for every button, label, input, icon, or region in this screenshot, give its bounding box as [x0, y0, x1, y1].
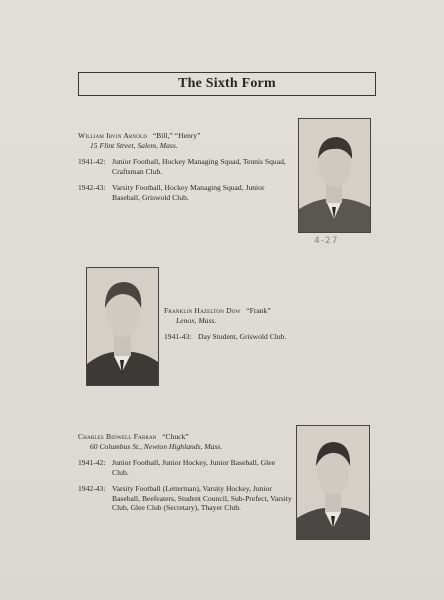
- page-title-text: The Sixth Form: [178, 76, 276, 91]
- student-address: Lenox, Mass.: [176, 315, 217, 325]
- student-address: 60 Columbus St., Newton Highlands, Mass.: [90, 441, 223, 451]
- activity-row: [78, 484, 292, 513]
- student-address: 15 Flint Street, Salem, Mass.: [90, 140, 178, 150]
- student-entry-farrar: [78, 432, 292, 513]
- activity-text: Varsity Football (Letterman), Varsity Hockey, Junior Baseball, Beefeaters, Student Council, Sub-Prefect, Varsity Club, Glee Club (Secretary), Thayer Club.: [112, 484, 292, 512]
- student-nicknames: “Frank”: [246, 306, 271, 315]
- activity-year: 1942-43:: [78, 484, 106, 493]
- activity-text: Varsity Football, Hockey Managing Squad, Junior Baseball, Griswold Club.: [112, 183, 265, 202]
- page-title: [78, 72, 376, 96]
- student-entry-arnold: [78, 131, 292, 202]
- activity-row: [78, 157, 292, 176]
- activity-row: [78, 183, 292, 202]
- activity-row: [164, 332, 374, 342]
- student-photo-arnold: [298, 118, 371, 233]
- student-name: Franklin Hazelton Dow: [164, 306, 241, 315]
- student-name: Charles Bidwell Farrar: [78, 432, 157, 441]
- activity-row: [78, 458, 292, 477]
- activity-text: Junior Football, Junior Hockey, Junior Baseball, Glee Club.: [112, 458, 275, 477]
- activity-text: Day Student, Griswold Club.: [198, 332, 287, 341]
- activity-year: 1941-42:: [78, 458, 106, 467]
- student-nicknames: “Bill,” “Henry”: [152, 131, 201, 140]
- activity-text: Junior Football, Hockey Managing Squad, Tennis Squad, Craftsman Club.: [112, 157, 286, 176]
- activity-year: 1942-43:: [78, 183, 106, 192]
- student-entry-dow: [164, 306, 374, 342]
- student-photo-farrar: [296, 425, 370, 540]
- handwritten-note: 4-27: [314, 236, 339, 246]
- student-nicknames: “Chuck”: [162, 432, 189, 441]
- activity-year: 1941-42:: [78, 157, 106, 166]
- student-photo-dow: [86, 267, 159, 386]
- activity-year: 1941-43:: [164, 332, 192, 341]
- student-name: William Irvin Arnold: [78, 131, 148, 140]
